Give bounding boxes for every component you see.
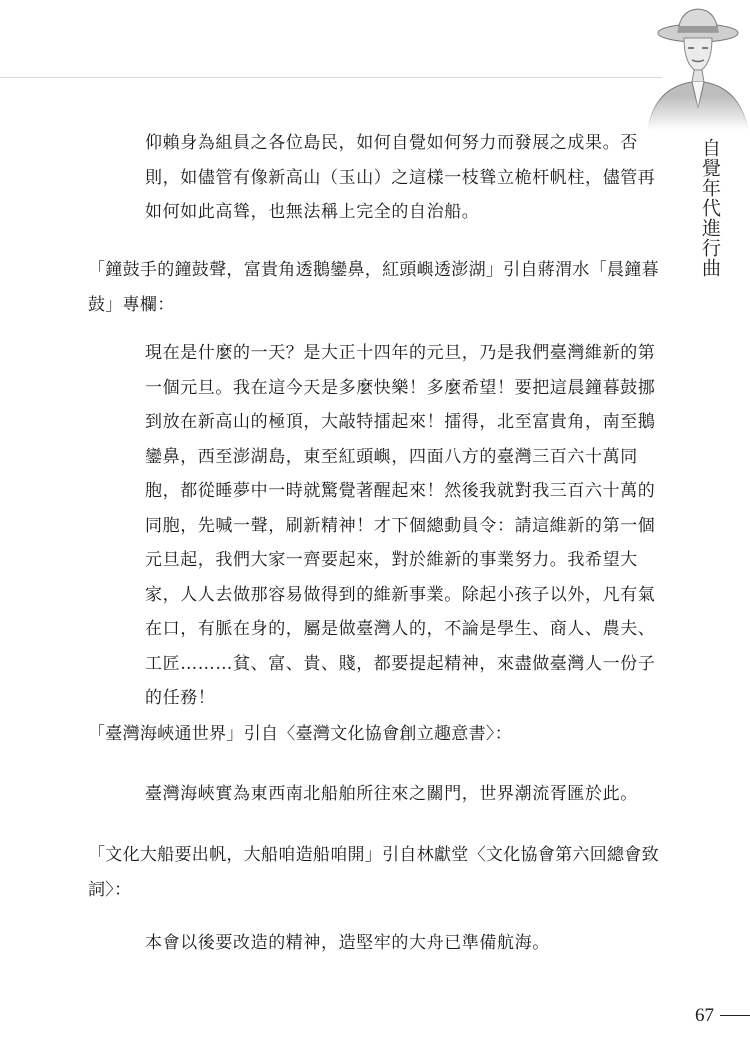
quote-paragraph-4: 本會以後要改造的精神，造堅牢的大舟已準備航海。 xyxy=(145,933,550,953)
quote-paragraph-3: 臺灣海峽實為東西南北船舶所往來之關門，世界潮流胥匯於此。 xyxy=(145,784,638,804)
lead-paragraph-1: 「鐘鼓手的鐘鼓聲，富貴角透鵝鑾鼻，紅頭嶼透澎湖」引自蔣渭水「晨鐘暮鼓」專欄： xyxy=(88,260,659,315)
portrait-illustration xyxy=(636,0,750,130)
header-rule xyxy=(0,77,662,78)
lead-paragraph-3: 「文化大船要出帆，大船咱造船咱開」引自林獻堂〈文化協會第六回總會致詞〉： xyxy=(88,845,659,900)
page-number: 67 xyxy=(695,1005,714,1026)
section-title-vertical: 自覺年代進行曲 xyxy=(699,138,721,278)
quote-paragraph-2: 現在是什麼的一天？是大正十四年的元旦，乃是我們臺灣維新的第一個元旦。我在這今天是多麼快樂！多麼希望！要把這晨鐘暮鼓挪到放在新高山的極頂，大敲特擂起來！擂得，北至富貴角，南至鵝鑾鼻，西至澎湖島，東至紅頭嶼，四面八方的臺灣三百六十萬同胞，都從睡夢中一時就驚覺著醒起來！然後我就對我三百六十萬的同胞，先喊一聲，刷新精神！才下個總動員令：請這維新的第一個元旦起，我們大家一齊要起來，對於維新的事業努力。我希望大家，人人去做那容易做得到的維新事業。除起小孩子以外，凡有氣在口，有脈在身的，屬是做臺灣人的，不論是學生、商人、農夫、工匠………貧、富、貴、賤，都要提起精神，來盡做臺灣人一份子的任務！ xyxy=(145,343,656,708)
page-number-rule xyxy=(720,1015,750,1016)
quote-paragraph-1: 仰賴身為組員之各位島民，如何自覺如何努力而發展之成果。否則，如儘管有像新高山（玉山）之這樣一枝聳立桅杆帆柱，儘管再如何如此高聳，也無法稱上完全的自治船。 xyxy=(145,133,656,222)
lead-paragraph-2: 「臺灣海峽通世界」引自〈臺灣文化協會創立趣意書〉： xyxy=(88,724,512,744)
